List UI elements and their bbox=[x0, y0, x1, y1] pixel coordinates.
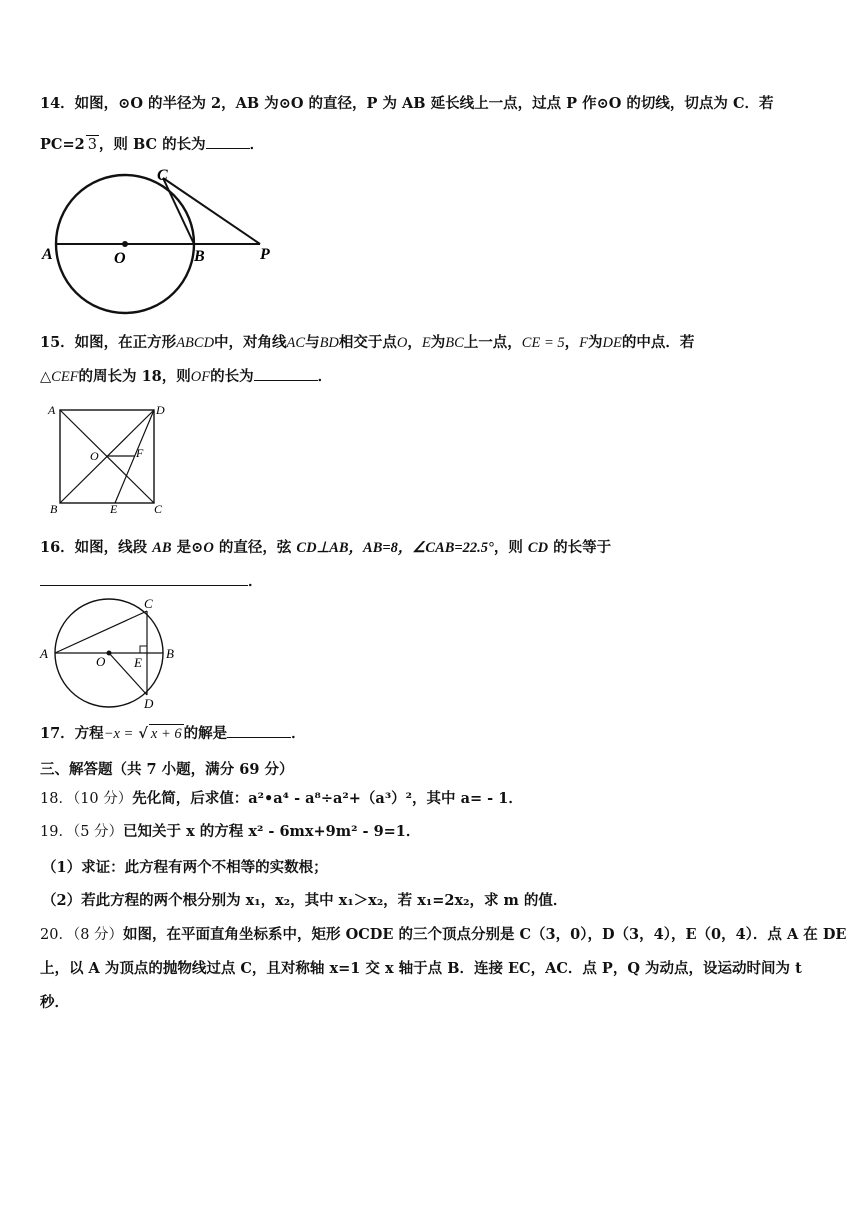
q19-part2: （2）若此方程的两个根分别为 x₁，x₂，其中 x₁＞x₂，若 x₁=2x₂，求 m 的值． bbox=[42, 892, 568, 909]
q15-figure bbox=[44, 400, 174, 520]
label-c: C bbox=[154, 502, 163, 516]
sqrt-radicand: 3 bbox=[87, 137, 97, 153]
q17-line: 17．方程−x = √ x + 6 的解是 ． bbox=[40, 725, 306, 742]
label-d: D bbox=[156, 403, 165, 417]
q16-figure bbox=[36, 592, 186, 712]
center-o bbox=[122, 241, 128, 247]
label-a: A bbox=[40, 646, 48, 661]
q15-line2: △CEF的周长为 18，则OF的长为 ． bbox=[40, 368, 333, 385]
label-b: B bbox=[194, 248, 205, 265]
q19-part1: （1）求证：此方程有两个不相等的实数根； bbox=[42, 859, 328, 876]
center-o bbox=[107, 651, 112, 656]
q15-line1: 15．如图，在正方形ABCD中，对角线AC与BD相交于点O，E为BC上一点，CE = 5，F为DE的中点．若 bbox=[40, 334, 695, 351]
label-p: P bbox=[260, 246, 270, 263]
answer-blank bbox=[40, 585, 248, 586]
label-a: A bbox=[48, 403, 56, 417]
label-c: C bbox=[157, 167, 168, 184]
label-f: F bbox=[136, 446, 144, 460]
answer-blank bbox=[206, 148, 250, 149]
label-d: D bbox=[144, 696, 154, 711]
q19-line: 19．（5 分）已知关于 x 的方程 x² - 6mx+9m² - 9=1． bbox=[40, 823, 421, 840]
label-c: C bbox=[144, 596, 153, 611]
label-e: E bbox=[134, 655, 142, 670]
section-heading: 三、解答题（共 7 小题，满分 69 分） bbox=[40, 761, 294, 778]
right-angle-mark bbox=[140, 646, 147, 653]
answer-blank bbox=[227, 737, 291, 738]
label-e: E bbox=[110, 502, 118, 516]
label-b: B bbox=[166, 646, 174, 661]
q20-line2: 上，以 A 为顶点的抛物线过点 C，且对称轴 x=1 交 x 轴于点 B．连接 EC，AC．点 P，Q 为动点，设运动时间为 t bbox=[40, 960, 802, 977]
q14-line2: PC=2 3 ，则 BC 的长为 ． bbox=[40, 136, 265, 153]
label-o: O bbox=[114, 250, 126, 267]
q16-line2: ． bbox=[40, 570, 263, 591]
q18-line: 18．（10 分）先化简，后求值：a²•a⁴ - a⁸÷a²+（a³）²，其中 a= - 1． bbox=[40, 790, 523, 807]
label-b: B bbox=[50, 502, 58, 516]
answer-blank bbox=[254, 380, 318, 381]
q14-line1: 14．如图，⊙O 的半径为 2，AB 为⊙O 的直径，P 为 AB 延长线上一点，过点 P 作⊙O 的切线，切点为 C．若 bbox=[40, 95, 774, 112]
label-o: O bbox=[90, 449, 99, 463]
q20-line3: 秒． bbox=[40, 994, 69, 1011]
q14-figure bbox=[38, 166, 288, 316]
label-o: O bbox=[96, 654, 106, 669]
sqrt-radicand: x + 6 bbox=[150, 726, 182, 742]
q16-line1: 16．如图，线段 AB 是⊙O 的直径，弦 CD⊥AB，AB=8，∠CAB=22.5°，则 CD 的长等于 bbox=[40, 539, 612, 556]
q20-line1: 20．（8 分）如图，在平面直角坐标系中，矩形 OCDE 的三个顶点分别是 C（3，0），D（3，4），E（0，4）．点 A 在 DE bbox=[40, 926, 847, 943]
label-a: A bbox=[42, 246, 53, 263]
